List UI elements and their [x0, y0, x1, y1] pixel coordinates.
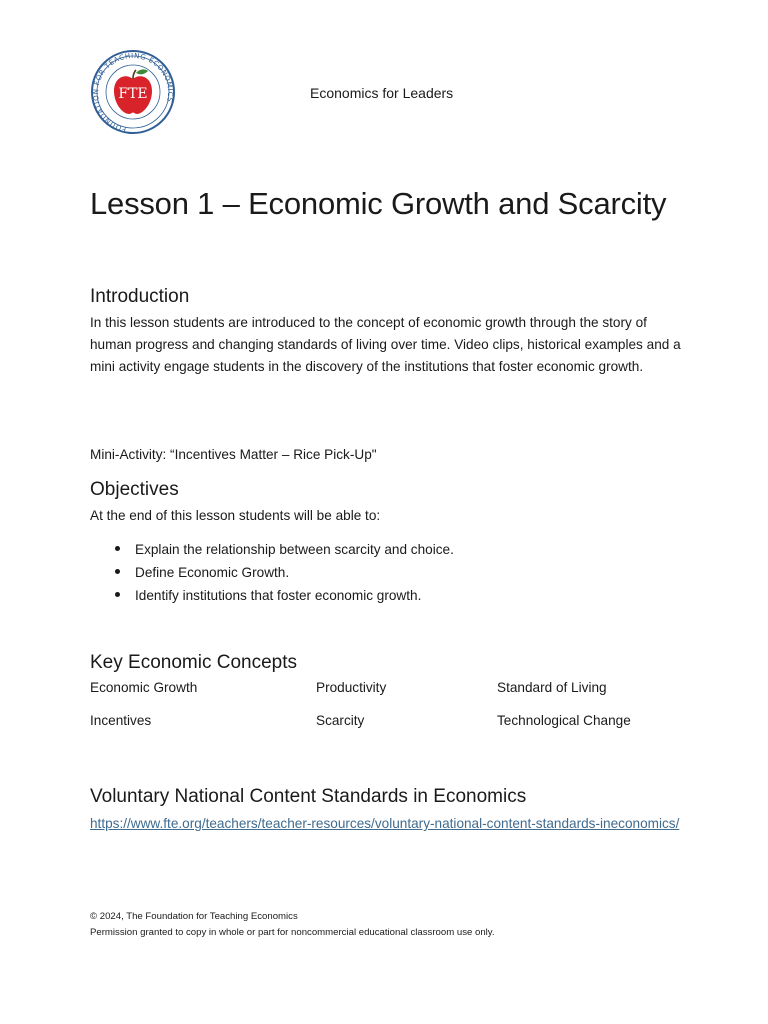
key-concepts-heading: Key Economic Concepts [90, 652, 297, 673]
mini-activity: Mini-Activity: “Incentives Matter – Rice Pick-Up" [90, 447, 377, 462]
standards-link[interactable]: https://www.fte.org/teachers/teacher-resources/voluntary-national-content-standards-ineconomics/ [90, 816, 680, 831]
concept-incentives: Incentives [90, 713, 152, 728]
lesson-title: Lesson 1 – Economic Growth and Scarcity [90, 186, 667, 221]
svg-text:FOUNDATION FOR TEACHING ECONOM: FOUNDATION FOR TEACHING ECONOMICS [91, 51, 175, 134]
introduction-text: In this lesson students are introduced to the concept of economic growth through the story of human progress and changing standards of living over time. Video clips, historical examples and a mini activity engage students in the discovery of the institutions that foster economic growth. [90, 315, 681, 374]
standards-heading: Voluntary National Content Standards in Economics [90, 786, 527, 807]
concept-scarcity: Scarcity [316, 713, 365, 728]
concept-economic-growth: Economic Growth [90, 680, 198, 695]
objectives-heading: Objectives [90, 479, 179, 500]
permission-text: Permission granted to copy in whole or part for noncommercial educational classroom use only. [90, 927, 495, 938]
objective-item: Explain the relationship between scarcity and choice. [112, 538, 454, 561]
concept-standard-of-living: Standard of Living [497, 680, 607, 695]
concept-productivity: Productivity [316, 680, 387, 695]
objective-item: Define Economic Growth. [112, 561, 454, 584]
copyright-text: © 2024, The Foundation for Teaching Economics [90, 911, 298, 922]
objective-item: Identify institutions that foster economic growth. [112, 584, 454, 607]
svg-text:FTE: FTE [118, 86, 148, 102]
introduction-heading: Introduction [90, 286, 190, 307]
header-title: Economics for Leaders [310, 85, 454, 101]
concept-technological-change: Technological Change [497, 713, 631, 728]
footer [90, 909, 495, 941]
objectives-list [112, 538, 454, 607]
fte-logo [90, 48, 176, 136]
objectives-intro: At the end of this lesson students will be able to: [90, 508, 381, 523]
